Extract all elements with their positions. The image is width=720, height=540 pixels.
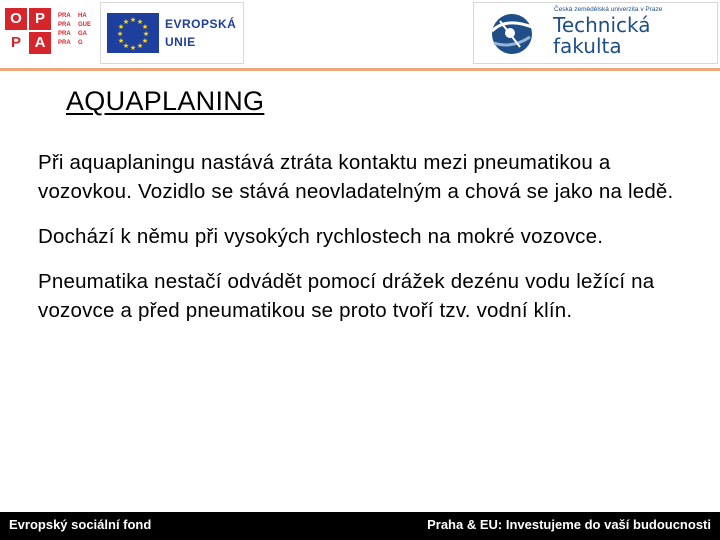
slide-title: AQUAPLANING: [66, 86, 265, 116]
oppa-letter: A: [29, 32, 51, 54]
body-paragraph: Dochází k němu při vysokých rychlostech na mokré vozovce.: [38, 225, 604, 248]
oppa-letter: P: [29, 8, 51, 30]
praha-logo-text: PRA: [58, 13, 71, 19]
svg-text:★: ★: [129, 44, 137, 52]
svg-text:★: ★: [129, 16, 137, 24]
praha-logo-text: PRA: [58, 22, 71, 28]
eu-logo-line1: EVROPSKÁ: [165, 17, 237, 31]
footer-left-text: Evropský sociální fond: [9, 517, 152, 532]
oppa-letter: P: [5, 32, 27, 54]
faculty-emblem-icon: [486, 9, 538, 59]
eu-logo-text: [165, 15, 236, 51]
praha-logo-text: GUE: [78, 22, 92, 28]
praha-logo-text: G: [78, 40, 83, 46]
header-divider: [0, 68, 720, 71]
body-paragraph: Pneumatika nestačí odvádět pomocí drážek dezénu vodu ležící na vozovce a před pneumatikou se proto tvoří tzv. vodní klín.: [38, 270, 655, 322]
eu-flag-icon: [107, 13, 159, 53]
faculty-logo: [473, 2, 718, 64]
svg-text:★: ★: [141, 23, 149, 31]
oppa-logo: [5, 8, 53, 56]
svg-text:★: ★: [142, 30, 150, 38]
svg-text:★: ★: [122, 42, 130, 50]
slide-header: [0, 0, 720, 70]
body-paragraph: Při aquaplaningu nastává ztráta kontaktu mezi pneumatikou a vozovkou. Vozidlo se stává neovladatelným a chová se jako na ledě.: [38, 151, 674, 203]
praha-logo: [58, 12, 96, 48]
praha-logo-text: HA: [78, 13, 87, 19]
svg-text:★: ★: [136, 18, 144, 26]
footer-right-text: Praha & EU: Investujeme do vaší budoucnosti: [427, 517, 711, 532]
praha-logo-text: GA: [78, 31, 87, 37]
svg-text:★: ★: [136, 42, 144, 50]
eu-logo: [100, 2, 244, 64]
oppa-letter: O: [5, 8, 27, 30]
svg-text:★: ★: [141, 37, 149, 45]
slide-footer: [0, 512, 720, 540]
praha-logo-text: PRA: [58, 40, 71, 46]
faculty-name-line1: Technická: [553, 13, 651, 37]
university-name: Česká zemědělská univerzita v Praze: [554, 6, 663, 13]
svg-text:★: ★: [116, 30, 124, 38]
slide-body: [38, 148, 698, 341]
svg-text:★: ★: [122, 18, 130, 26]
svg-text:★: ★: [117, 37, 125, 45]
praha-logo-text: PRA: [58, 31, 71, 37]
eu-logo-line2: UNIE: [165, 35, 196, 49]
svg-text:★: ★: [117, 23, 125, 31]
faculty-name-line2: fakulta: [553, 34, 622, 58]
faculty-name: [553, 15, 651, 57]
